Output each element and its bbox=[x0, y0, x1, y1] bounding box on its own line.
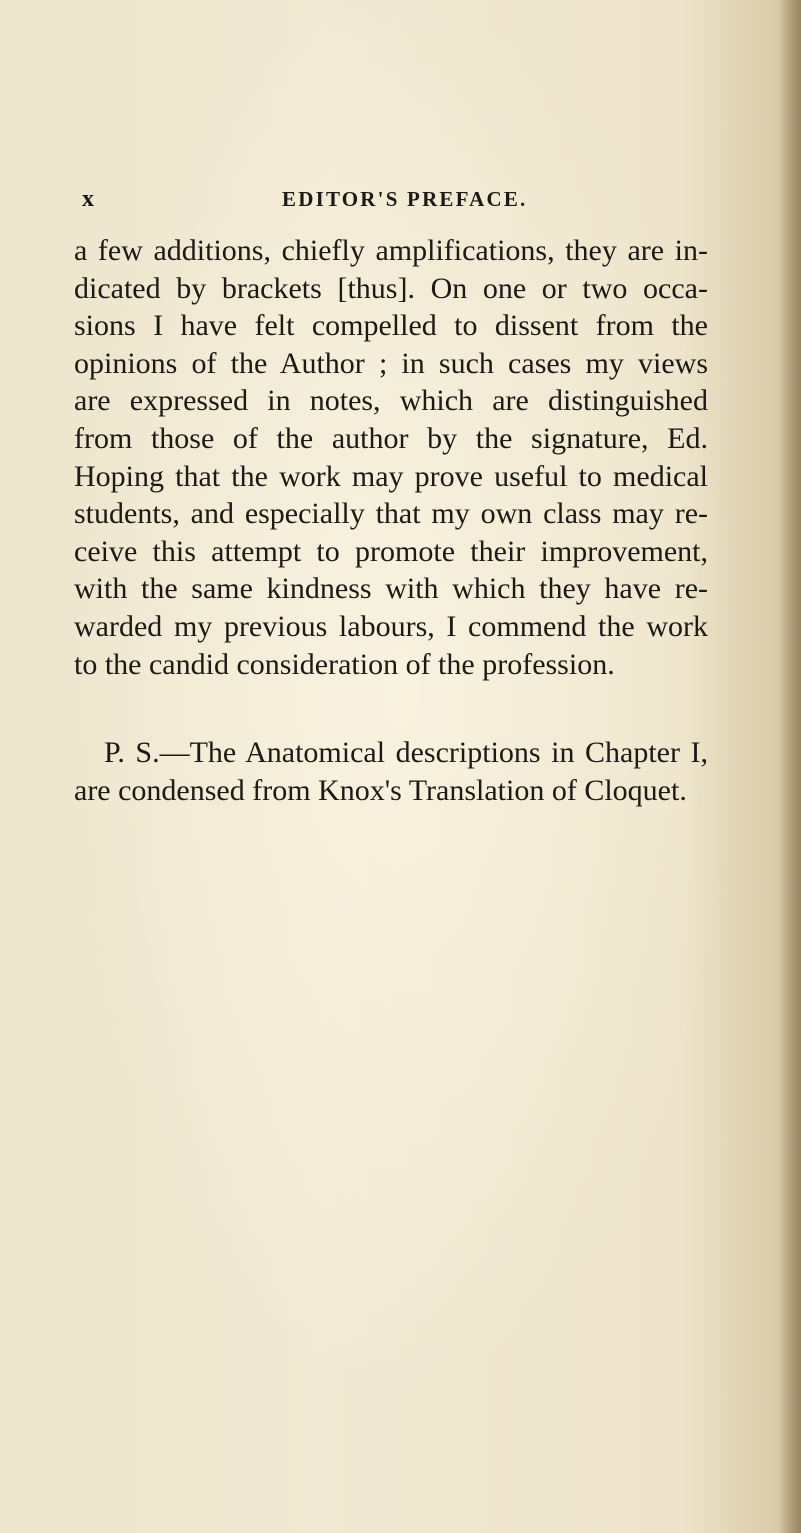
text-line: from those of the author by the signature, Ed. bbox=[74, 421, 708, 455]
text-line: a few additions, chiefly amplifications, they are in- bbox=[74, 234, 708, 267]
text-line: sions I have felt compelled to dissent from the bbox=[74, 309, 708, 343]
text-line: with the same kindness with which they have re- bbox=[74, 572, 708, 606]
running-head: EDITOR'S PREFACE. bbox=[282, 187, 528, 211]
text-line: are expressed in notes, which are distinguished bbox=[74, 384, 708, 418]
text-line: opinions of the Author ; in such cases my views bbox=[74, 346, 708, 380]
text-line: ceive this attempt to promote their improvement, bbox=[74, 534, 708, 568]
text-line: P. S.—The Anatomical descriptions in Chapter I, bbox=[104, 736, 708, 769]
text-line: dicated by brackets [thus]. On one or two occa- bbox=[74, 271, 708, 305]
text-line: warded my previous labours, I commend the work bbox=[74, 609, 708, 643]
page-number: x bbox=[82, 186, 94, 212]
body-paragraph bbox=[74, 232, 708, 683]
text-line: Hoping that the work may prove useful to medical bbox=[74, 459, 708, 493]
page-header bbox=[82, 184, 707, 214]
text-line: students, and especially that my own class may re- bbox=[74, 497, 708, 531]
page-edge-shadow bbox=[779, 0, 801, 1533]
text-line: are condensed from Knox's Translation of Cloquet. bbox=[74, 773, 687, 807]
postscript-paragraph bbox=[74, 734, 708, 809]
text-line: to the candid consideration of the profession. bbox=[74, 647, 615, 681]
